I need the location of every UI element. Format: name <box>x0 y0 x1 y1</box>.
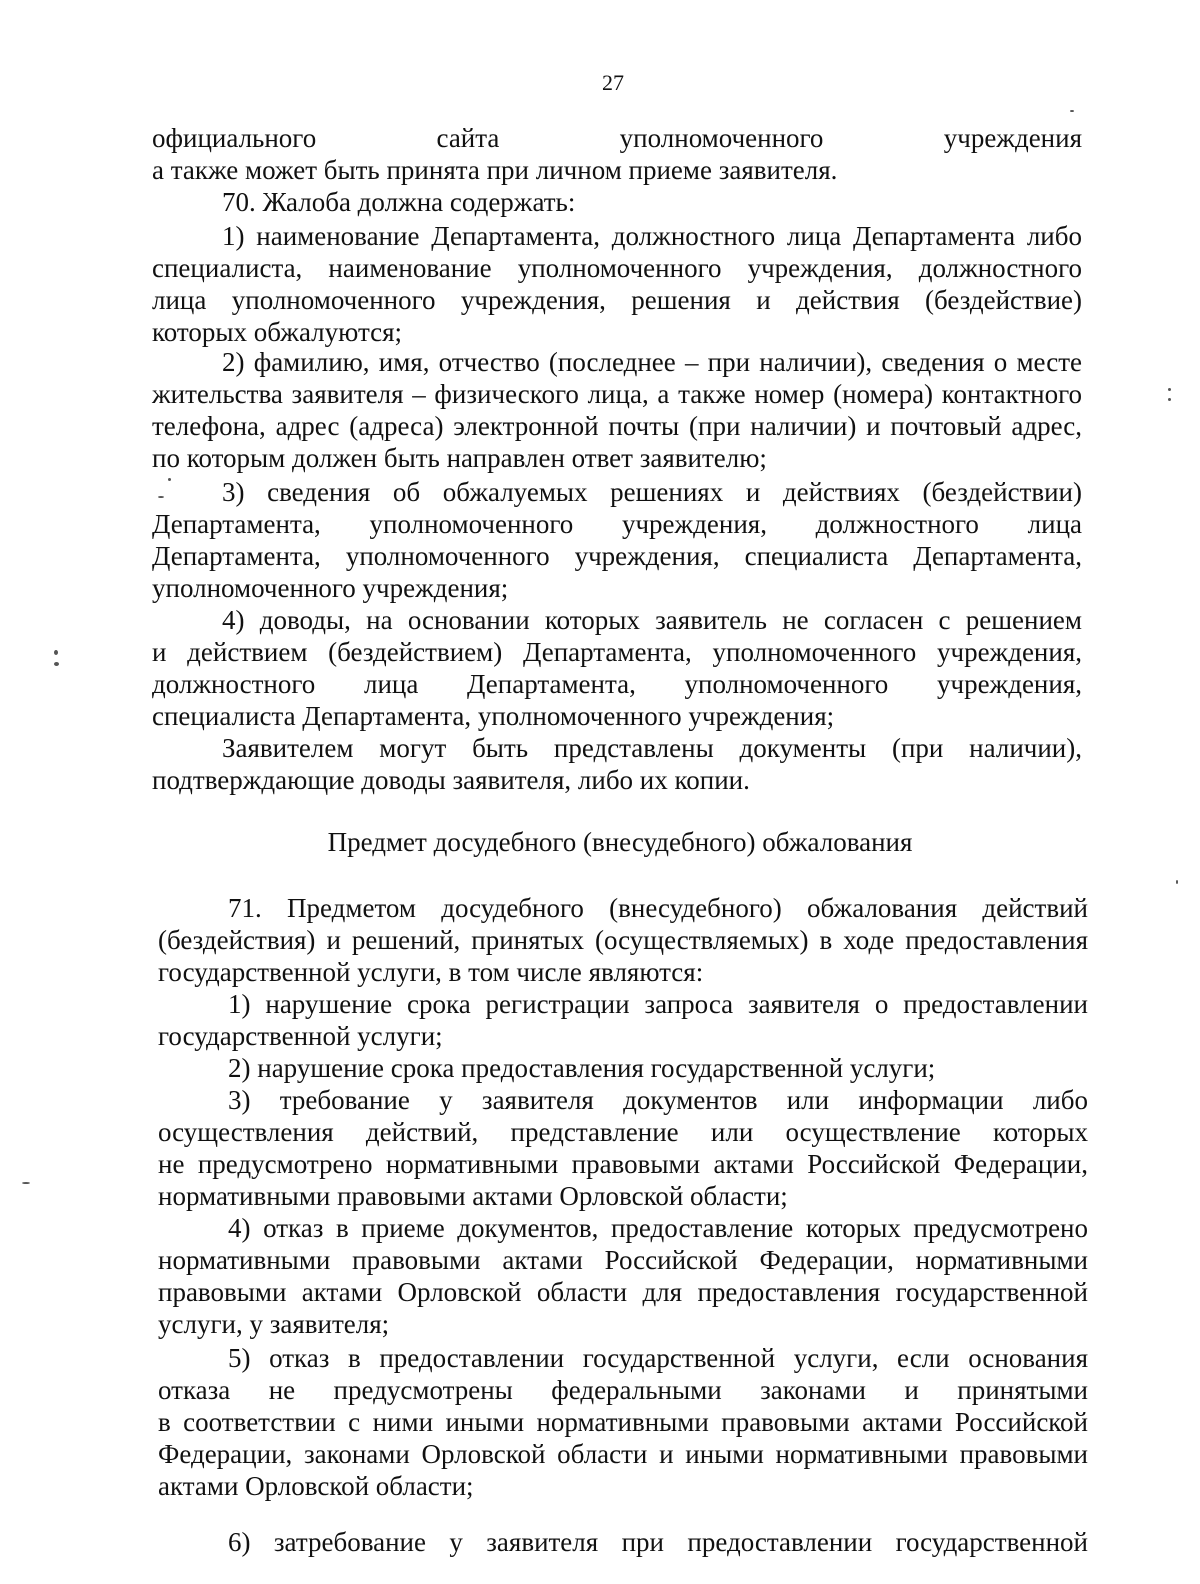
page-number: 27 <box>602 70 624 95</box>
text-line: не предусмотрено нормативными правовыми актами Российской Федерации, <box>158 1149 1088 1179</box>
text-line: осуществления действий, представление или осуществление которых <box>158 1117 1088 1147</box>
scan-speck <box>168 478 171 481</box>
text-line: правовыми актами Орловской области для предоставления государственной <box>158 1277 1088 1307</box>
text-line: 70. Жалоба должна содержать: <box>222 187 576 217</box>
text-line: официального сайта уполномоченного учреждения <box>152 123 1082 153</box>
text-line: отказа не предусмотрены федеральными законами и принятыми <box>158 1375 1088 1405</box>
text-line: 1) нарушение срока регистрации запроса заявителя о предоставлении <box>228 989 1088 1019</box>
text-line: подтверждающие доводы заявителя, либо их копии. <box>152 765 750 795</box>
text-line: специалиста, наименование уполномоченного учреждения, должностного <box>152 253 1082 283</box>
text-line: Федерации, законами Орловской области и иными нормативными правовыми <box>158 1439 1088 1469</box>
text-line: Заявителем могут быть представлены документы (при наличии), <box>222 733 1082 763</box>
scan-speck <box>158 496 164 498</box>
text-line: которых обжалуются; <box>152 317 402 347</box>
text-line: Департамента, уполномоченного учреждения, специалиста Департамента, <box>152 541 1082 571</box>
text-line: по которым должен быть направлен ответ заявителю; <box>152 443 767 473</box>
text-line: в соответствии с ними иными нормативными правовыми актами Российской <box>158 1407 1088 1437</box>
section-heading: Предмет досудебного (внесудебного) обжалования <box>327 827 913 857</box>
text-line: 2) фамилию, имя, отчество (последнее – при наличии), сведения о месте <box>222 347 1082 377</box>
text-line: и действием (бездействием) Департамента, уполномоченного учреждения, <box>152 637 1082 667</box>
scan-speck <box>54 662 59 666</box>
text-line: нормативными правовыми актами Орловской области; <box>158 1181 788 1211</box>
scan-speck <box>1176 880 1178 884</box>
text-line: 4) доводы, на основании которых заявитель не согласен с решением <box>222 605 1082 635</box>
text-line: 5) отказ в предоставлении государственной услуги, если основания <box>228 1343 1088 1373</box>
text-line: 2) нарушение срока предоставления государственной услуги; <box>228 1053 936 1083</box>
text-line: услуги, у заявителя; <box>158 1309 390 1339</box>
text-line: а также может быть принята при личном приеме заявителя. <box>152 155 838 185</box>
scan-speck <box>54 650 58 655</box>
text-line: жительства заявителя – физического лица, а также номер (номера) контактного <box>152 379 1082 409</box>
text-line: 3) требование у заявителя документов или информации либо <box>228 1085 1088 1115</box>
scan-speck <box>1168 388 1171 391</box>
text-line: телефона, адрес (адреса) электронной почты (при наличии) и почтовый адрес, <box>152 411 1082 441</box>
text-line: Департамента, уполномоченного учреждения, должностного лица <box>152 509 1082 539</box>
text-line: 6) затребование у заявителя при предоставлении государственной <box>228 1527 1088 1557</box>
text-line: специалиста Департамента, уполномоченного учреждения; <box>152 701 835 731</box>
text-line: 4) отказ в приеме документов, предоставление которых предусмотрено <box>228 1213 1088 1243</box>
text-line: (бездействия) и решений, принятых (осуществляемых) в ходе предоставления <box>158 925 1088 955</box>
scan-speck <box>1070 110 1074 112</box>
text-line: должностного лица Департамента, уполномоченного учреждения, <box>152 669 1082 699</box>
text-line: лица уполномоченного учреждения, решения и действия (бездействие) <box>152 285 1082 315</box>
text-line: уполномоченного учреждения; <box>152 573 509 603</box>
text-line: 1) наименование Департамента, должностного лица Департамента либо <box>222 221 1082 251</box>
text-line: актами Орловской области; <box>158 1471 474 1501</box>
scan-speck <box>1168 398 1171 401</box>
text-line: государственной услуги; <box>158 1021 443 1051</box>
text-line: нормативными правовыми актами Российской Федерации, нормативными <box>158 1245 1088 1275</box>
text-line: 71. Предметом досудебного (внесудебного) обжалования действий <box>228 893 1088 923</box>
scan-speck <box>22 1182 30 1184</box>
text-line: 3) сведения об обжалуемых решениях и действиях (бездействии) <box>222 477 1082 507</box>
text-line: государственной услуги, в том числе являются: <box>158 957 704 987</box>
